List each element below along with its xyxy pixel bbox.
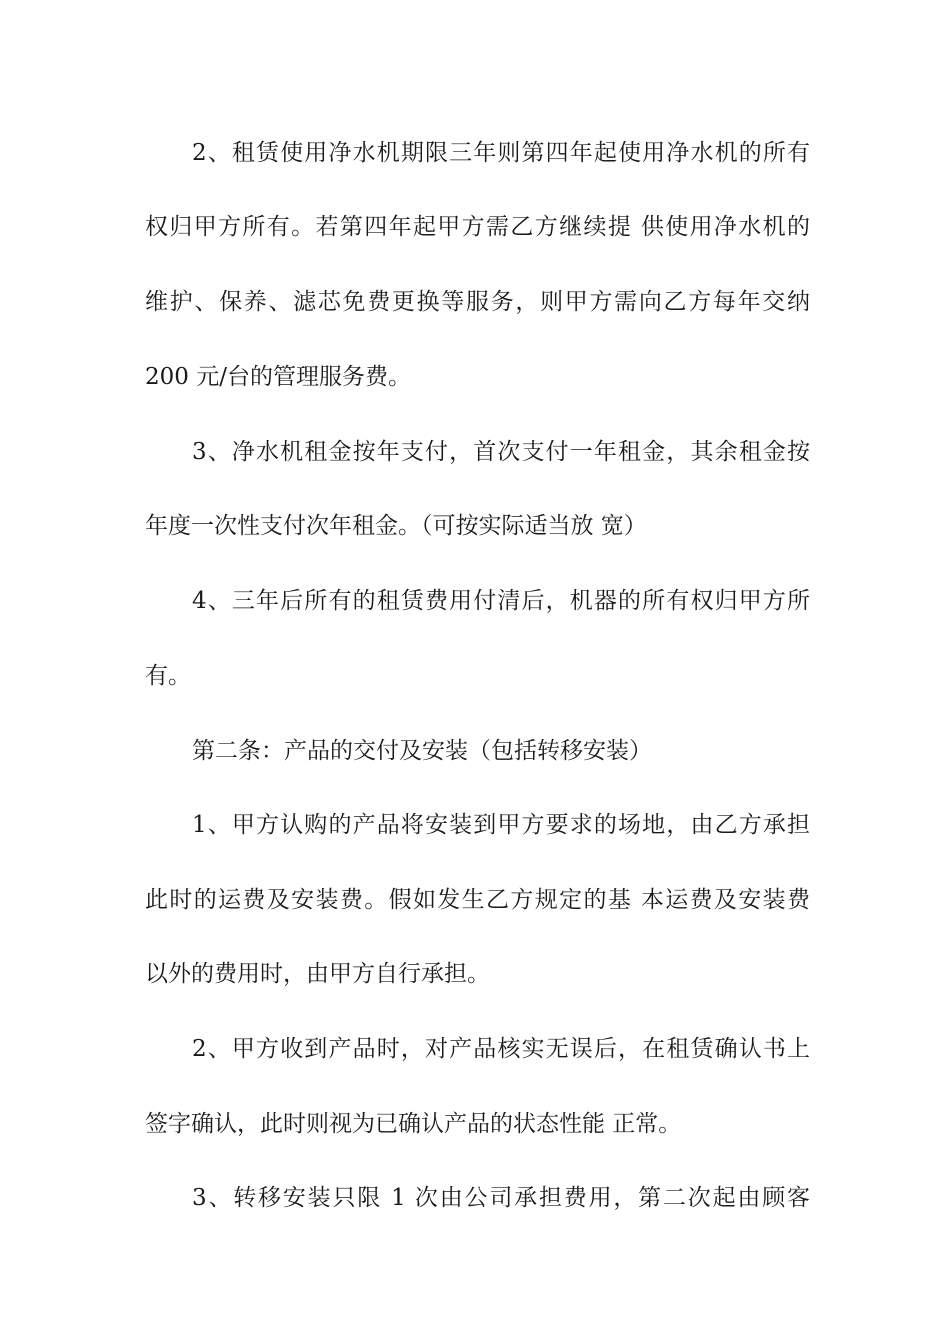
paragraph-line: 3、转移安装只限 1 次由公司承担费用，第二次起由顾客 — [192, 1185, 810, 1211]
paragraph-line: 2、甲方收到产品时，对产品核实无误后，在租赁确认书上 — [192, 1036, 810, 1062]
paragraph-line: 2、租赁使用净水机期限三年则第四年起使用净水机的所有 — [192, 140, 810, 166]
paragraph-line: 以外的费用时，由甲方自行承担。 — [145, 961, 490, 987]
paragraph-line: 1、甲方认购的产品将安装到甲方要求的场地，由乙方承担 — [192, 812, 810, 838]
paragraph-line: 年度一次性支付次年租金。（可按实际适当放 宽） — [145, 513, 647, 539]
paragraph-line: 3、净水机租金按年支付，首次支付一年租金，其余租金按 — [192, 439, 810, 465]
paragraph-line: 签字确认，此时则视为已确认产品的状态性能 正常。 — [145, 1111, 682, 1137]
section-heading: 第二条：产品的交付及安装（包括转移安装） — [192, 738, 652, 764]
paragraph-line: 此时的运费及安装费。假如发生乙方规定的基 本运费及安装费 — [145, 887, 810, 913]
paragraph-line: 4、三年后所有的租赁费用付清后，机器的所有权归甲方所 — [192, 588, 810, 614]
paragraph-line: 200 元/台的管理服务费。 — [145, 364, 411, 390]
paragraph-line: 有。 — [145, 663, 191, 689]
paragraph-line: 权归甲方所有。若第四年起甲方需乙方继续提 供使用净水机的 — [145, 214, 810, 240]
paragraph-line: 维护、保养、滤芯免费更换等服务，则甲方需向乙方每年交纳 — [145, 289, 810, 315]
